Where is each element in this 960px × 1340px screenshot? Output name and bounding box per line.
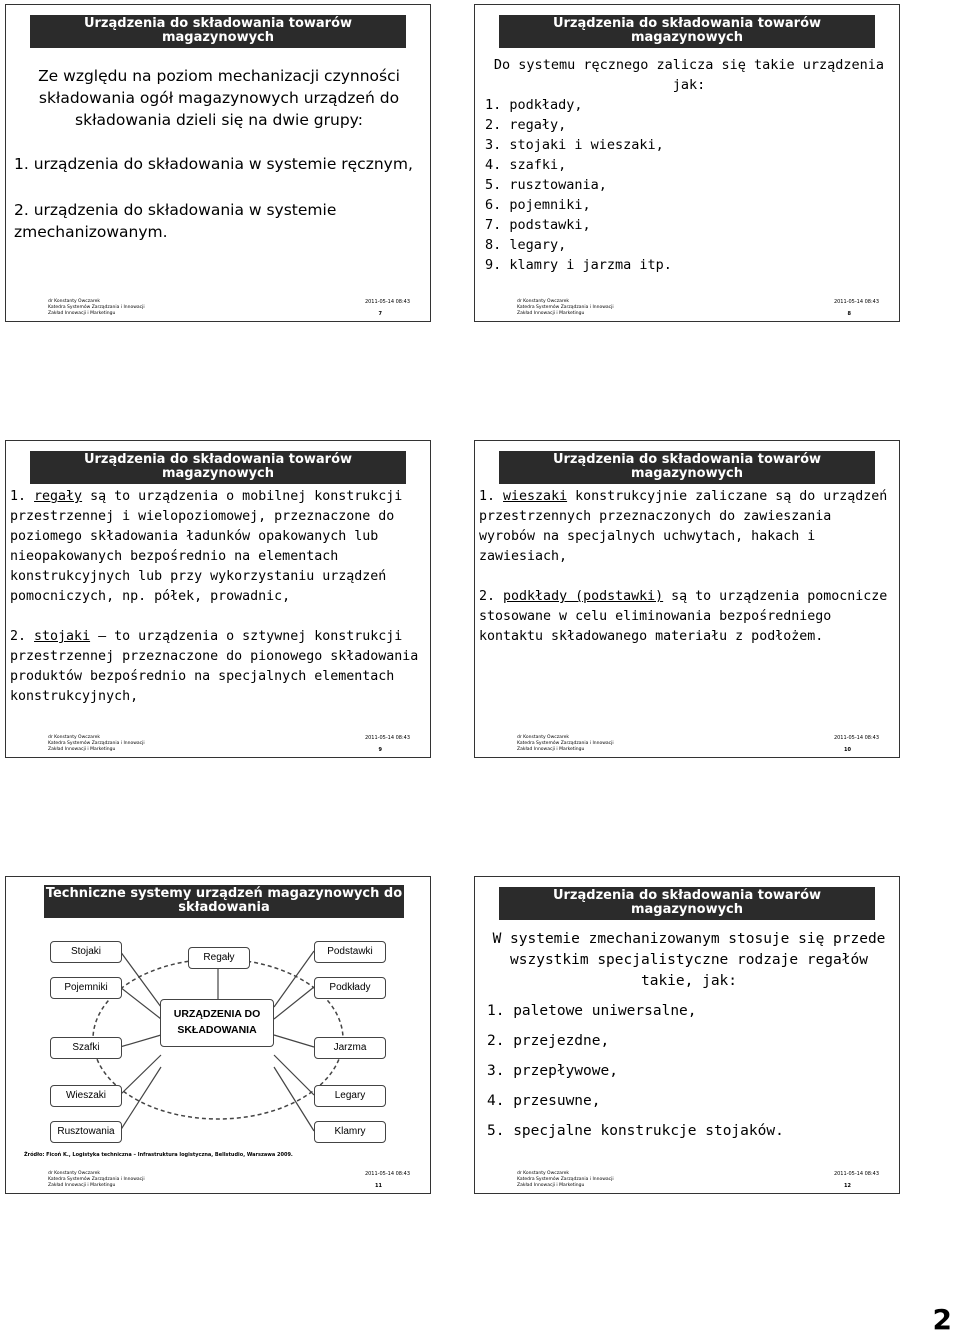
footer-dept: Katedra Systemów Zarządzania i Innowacji <box>48 305 145 310</box>
paragraph-text: konstrukcyjnie zaliczane są do urządzeń przestrzennych przeznaczonych do zawieszania wyrobów na specjalnych uchwytach, hakach i zawiesiach, <box>479 489 888 564</box>
slide-footer <box>517 299 881 317</box>
slide-footer <box>517 1171 881 1189</box>
slide-7 <box>5 4 431 322</box>
term: wieszaki <box>503 489 568 504</box>
slide-number: 7 <box>378 311 382 317</box>
diagram-node-left: Rusztowania <box>50 1121 122 1143</box>
diagram-node-left: Szafki <box>50 1037 122 1059</box>
slide-9 <box>5 440 431 758</box>
item-list <box>485 95 893 275</box>
item-list <box>487 1001 891 1142</box>
footer-unit: Zakład Innowacji i Marketingu <box>517 747 585 752</box>
footer-date: 2011-05-14 08:43 <box>364 299 410 305</box>
diagram-source: Źródło: Ficoń K., Logistyka techniczna – Infrastruktura logistyczna, Bellstudio, Warszawa 2009. <box>24 1152 293 1158</box>
diagram-node-right: Podstawki <box>314 941 386 963</box>
slide-10 <box>474 440 900 758</box>
footer-unit: Zakład Innowacji i Marketingu <box>517 311 585 316</box>
footer-author: dr Konstanty Owczarek <box>48 299 100 304</box>
slide-footer <box>48 735 412 753</box>
list-item: 2. regały, <box>485 117 567 133</box>
diagram-center: URZĄDZENIA DO SKŁADOWANIA <box>160 999 274 1047</box>
diagram-node-left: Wieszaki <box>50 1085 122 1107</box>
list-item: 8. legary, <box>485 237 567 253</box>
slide-intro: Ze względu na poziom mechanizacji czynności składowania ogół magazynowych urządzeń do składowania dzieli się na dwie grupy: <box>38 67 400 129</box>
list-item: 6. pojemniki, <box>485 197 591 213</box>
list-item: 9. klamry i jarzma itp. <box>485 257 672 273</box>
slide-number: 9 <box>378 747 382 753</box>
footer-date: 2011-05-14 08:43 <box>364 735 410 741</box>
footer-date: 2011-05-14 08:43 <box>364 1171 410 1177</box>
list-item: 1. paletowe uniwersalne, <box>487 1003 697 1019</box>
footer-dept: Katedra Systemów Zarządzania i Innowacji <box>517 305 614 310</box>
page-number: 2 <box>932 1303 952 1336</box>
diagram <box>46 927 386 1157</box>
term: regały <box>34 489 83 504</box>
slide-footer <box>48 299 412 317</box>
paragraph-number: 2. <box>479 589 504 604</box>
diagram-node-right: Klamry <box>314 1121 386 1143</box>
footer-author: dr Konstanty Owczarek <box>517 1171 569 1176</box>
term: stojaki <box>34 629 91 644</box>
paragraph-2 <box>10 627 424 707</box>
footer-author: dr Konstanty Owczarek <box>48 1171 100 1176</box>
footer-date: 2011-05-14 08:43 <box>833 299 879 305</box>
footer-dept: Katedra Systemów Zarządzania i Innowacji <box>517 741 614 746</box>
footer-unit: Zakład Innowacji i Marketingu <box>48 311 116 316</box>
slide-title: Urządzenia do składowania towarów magazynowych <box>499 15 875 48</box>
diagram-node-left: Stojaki <box>50 941 122 963</box>
slide-intro: Do systemu ręcznego zalicza się takie urządzenia jak: <box>493 57 885 93</box>
slide-11 <box>5 876 431 1194</box>
slide-8 <box>474 4 900 322</box>
slide-number: 8 <box>847 311 851 317</box>
footer-dept: Katedra Systemów Zarządzania i Innowacji <box>48 1177 145 1182</box>
footer-author: dr Konstanty Owczarek <box>517 735 569 740</box>
footer-unit: Zakład Innowacji i Marketingu <box>517 1183 585 1188</box>
slide-footer <box>517 735 881 753</box>
list-item: 7. podstawki, <box>485 217 591 233</box>
list-item: 2. przejezdne, <box>487 1033 610 1049</box>
list-item: 1. urządzenia do składowania w systemie ręcznym, <box>14 155 413 173</box>
footer-unit: Zakład Innowacji i Marketingu <box>48 747 116 752</box>
slide-number: 10 <box>844 747 851 753</box>
slide-footer <box>48 1171 412 1189</box>
paragraph-text: są to urządzenia o mobilnej konstrukcji przestrzennej i wielopoziomowej, przeznaczone do poziomego składowania ładunków opakowanych lub nieopakowanych bezpośrednio na elementach konstrukcyjnych lub przy wykorzystaniu urządzeń pomocniczych, np. półek, prowadnic, <box>10 489 403 604</box>
list-item: 1. podkłady, <box>485 97 583 113</box>
list-item: 3. stojaki i wieszaki, <box>485 137 664 153</box>
paragraph-number: 1. <box>10 489 35 504</box>
footer-date: 2011-05-14 08:43 <box>833 735 879 741</box>
paragraph-1 <box>479 487 891 567</box>
diagram-node-top: Regały <box>188 947 250 969</box>
footer-unit: Zakład Innowacji i Marketingu <box>48 1183 116 1188</box>
paragraph-number: 2. <box>10 629 35 644</box>
list-item: 5. rusztowania, <box>485 177 607 193</box>
footer-dept: Katedra Systemów Zarządzania i Innowacji <box>517 1177 614 1182</box>
paragraph-2 <box>479 587 891 647</box>
list-item: 5. specjalne konstrukcje stojaków. <box>487 1123 784 1139</box>
paragraph-1 <box>10 487 424 607</box>
slide-intro: W systemie zmechanizowanym stosuje się przede wszystkim specjalistyczne rodzaje regałów takie, jak: <box>492 931 886 989</box>
paragraph-text: są to urządzenia pomocnicze stosowane w celu eliminowania bezpośredniego kontaktu składowanego materiału z podłożem. <box>479 589 888 644</box>
slide-title: Urządzenia do składowania towarów magazynowych <box>499 451 875 484</box>
paragraph-text: – to urządzenia o sztywnej konstrukcji przestrzennej przeznaczone do pionowego składowania produktów bezpośrednio na specjalnych elementach konstrukcyjnych, <box>10 629 419 704</box>
list-item: 2. urządzenia do składowania w systemie zmechanizowanym. <box>14 201 337 241</box>
term: podkłady (podstawki) <box>503 589 664 604</box>
footer-dept: Katedra Systemów Zarządzania i Innowacji <box>48 741 145 746</box>
footer-author: dr Konstanty Owczarek <box>48 735 100 740</box>
slide-title: Urządzenia do składowania towarów magazynowych <box>30 451 406 484</box>
diagram-node-left: Pojemniki <box>50 977 122 999</box>
slide-title: Urządzenia do składowania towarów magazynowych <box>30 15 406 48</box>
footer-date: 2011-05-14 08:43 <box>833 1171 879 1177</box>
list-item: 3. przepływowe, <box>487 1063 618 1079</box>
diagram-node-right: Legary <box>314 1085 386 1107</box>
list-item: 4. przesuwne, <box>487 1093 601 1109</box>
slide-12 <box>474 876 900 1194</box>
diagram-node-right: Podkłady <box>314 977 386 999</box>
slide-title: Urządzenia do składowania towarów magazynowych <box>499 887 875 920</box>
slide-number: 12 <box>844 1183 851 1189</box>
list-item: 4. szafki, <box>485 157 567 173</box>
diagram-node-right: Jarzma <box>314 1037 386 1059</box>
paragraph-number: 1. <box>479 489 504 504</box>
slide-number: 11 <box>375 1183 382 1189</box>
footer-author: dr Konstanty Owczarek <box>517 299 569 304</box>
slide-title: Techniczne systemy urządzeń magazynowych do składowania <box>44 885 404 918</box>
